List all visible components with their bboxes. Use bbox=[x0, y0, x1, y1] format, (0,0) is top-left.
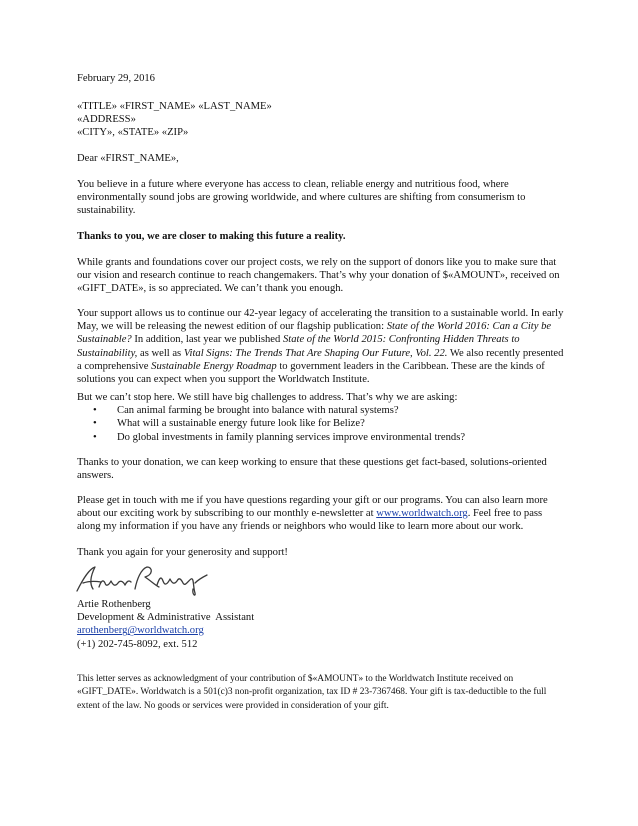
bullet-icon: • bbox=[93, 418, 97, 430]
legacy-text-2: In addition, last year we published bbox=[131, 334, 283, 346]
legacy-text-1: Your support allows us to continue our 42-year legacy of accelerating the transition to a sustainable world. In early May, we will be releasing the newest edition of our flagship publication: bbox=[77, 308, 564, 333]
challenges-section bbox=[77, 391, 567, 444]
paragraph-legacy bbox=[77, 307, 567, 386]
bullet-icon: • bbox=[93, 431, 97, 443]
signer-name: Artie Rothenberg bbox=[77, 599, 151, 610]
address-line-1: «TITLE» «FIRST_NAME» «LAST_NAME» bbox=[77, 101, 272, 112]
signer-email-link[interactable]: arothenberg@worldwatch.org bbox=[77, 625, 204, 637]
question-list bbox=[77, 404, 567, 444]
list-item bbox=[77, 404, 567, 417]
publication-energy-roadmap: Sustainable Energy Roadmap bbox=[151, 360, 277, 372]
legacy-text-3: as well as bbox=[137, 347, 184, 359]
list-item bbox=[77, 417, 567, 430]
paragraph-future: You believe in a future where everyone has access to clean, reliable energy and nutritious food, where environmentally sound jobs are growing worldwide, and where cultures are shifting from consumerism to sustainability. bbox=[77, 179, 526, 217]
paragraph-donation: While grants and foundations cover our project costs, we rely on the support of donors like you to make sure that our vision and research continue to reach changemakers. That’s why your donation of $«AMOUNT», received on «GIFT_DATE», is so appreciated. We can’t thank you enough. bbox=[77, 257, 560, 295]
publication-vital-signs: Vital Signs: The Trends That Are Shaping Our Future, Vol. 22. bbox=[183, 347, 448, 359]
list-item-text: What will a sustainable energy future look like for Belize? bbox=[117, 418, 365, 430]
challenges-intro: But we can’t stop here. We still have big challenges to address. That’s why we are asking: bbox=[77, 392, 458, 403]
footer-acknowledgment: This letter serves as acknowledgment of your contribution of $«AMOUNT» to the Worldwatch Institute received on «GIFT_DATE». Worldwatch is a 501(c)3 non-profit organization, tax ID # 23-7367468. Your gift is tax-deductible to the full extent of the law. No goods or services were provided in consideration of your gift. bbox=[77, 674, 547, 711]
paragraph-answers: Thanks to your donation, we can keep working to ensure that these questions get fact-based, solutions-oriented answers. bbox=[77, 457, 547, 482]
list-item bbox=[77, 431, 567, 444]
closing-thanks: Thank you again for your generosity and support! bbox=[77, 547, 288, 558]
address-line-2: «ADDRESS» bbox=[77, 114, 136, 126]
publication-state-of-world-2015: State of the World 2015: Confronting Hidden Threats to Sustainability, bbox=[77, 334, 520, 359]
publication-state-of-world-2016: State of the World 2016: Can a City be Sustainable? bbox=[77, 321, 552, 346]
handwritten-signature-icon bbox=[73, 561, 213, 597]
signer-block bbox=[77, 598, 567, 651]
letter-date: February 29, 2016 bbox=[77, 73, 155, 84]
website-link[interactable]: www.worldwatch.org bbox=[376, 508, 468, 520]
legacy-text-4: We also recently presented a comprehensive bbox=[77, 347, 564, 372]
contact-text-2: . Feel free to pass along my information if you have any friends or neighbors who would like to learn more about our work. bbox=[77, 508, 543, 533]
paragraph-thanks-bold: Thanks to you, we are closer to making this future a reality. bbox=[77, 231, 346, 242]
signer-role: Development & Administrative Assistant bbox=[77, 612, 255, 624]
legacy-text-5: to government leaders in the Caribbean. These are the kinds of solutions you can expect when you support the Worldwatch Institute. bbox=[77, 360, 545, 386]
list-item-text: Do global investments in family planning services improve environmental trends? bbox=[117, 431, 466, 443]
paragraph-contact bbox=[77, 494, 567, 534]
list-item-text: Can animal farming be brought into balance with natural systems? bbox=[117, 405, 399, 417]
greeting: Dear «FIRST_NAME», bbox=[77, 153, 179, 164]
bullet-icon: • bbox=[93, 405, 97, 417]
contact-text-1: Please get in touch with me if you have questions regarding your gift or our programs. You can also learn more about our exciting work by subscribing to our monthly e-newsletter at bbox=[77, 495, 548, 520]
signer-phone: (+1) 202-745-8092, ext. 512 bbox=[77, 638, 198, 650]
recipient-address bbox=[77, 100, 567, 140]
address-line-3: «CITY», «STATE» «ZIP» bbox=[77, 127, 189, 139]
